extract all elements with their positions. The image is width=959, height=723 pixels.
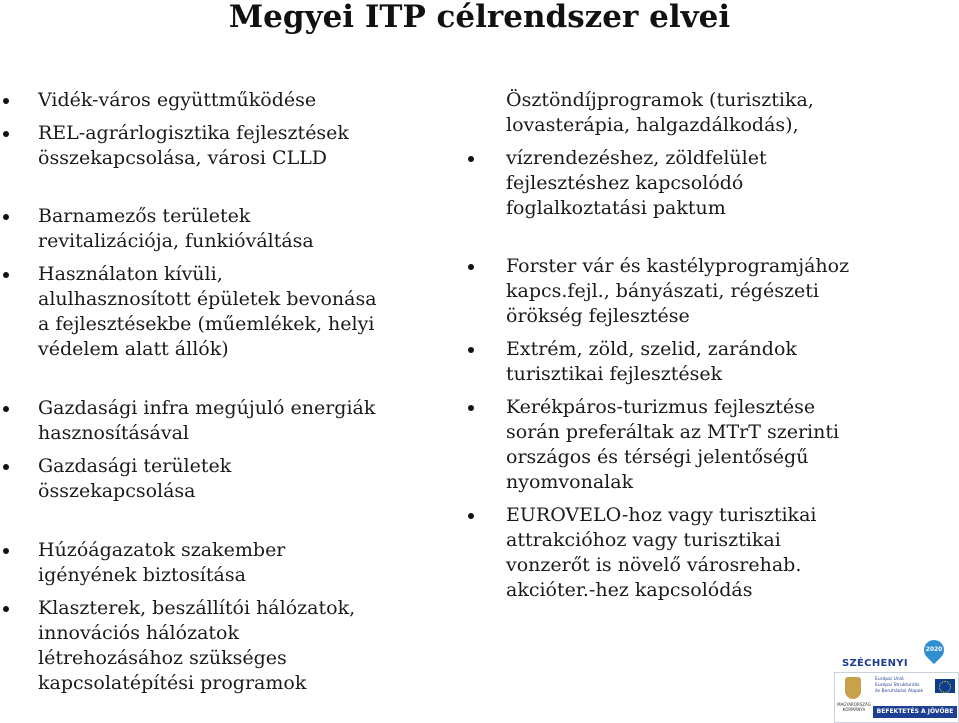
bullet-icon xyxy=(468,405,474,411)
list-item-line: akcióter.-hez kapcsolódás xyxy=(506,579,753,601)
list-item-line: Gazdasági infra megújuló energiák xyxy=(38,397,376,419)
list-item-line: igényének biztosítása xyxy=(38,564,246,586)
eu-funding-card xyxy=(834,672,959,723)
list-item-line: kapcs.fejl., bányászati, régészeti xyxy=(506,280,819,302)
list-item-line: Ösztöndíjprogramok (turisztika, xyxy=(506,89,814,111)
list-item-line: foglalkoztatási paktum xyxy=(506,197,726,219)
bullet-icon xyxy=(3,214,9,220)
investing-in-future-strip: BEFEKTETÉS A JÖVŐBE xyxy=(873,706,957,718)
eu-funds-line: Európai Unió xyxy=(875,677,904,682)
list-item-line: Gazdasági területek xyxy=(38,455,232,477)
list-item xyxy=(0,538,450,588)
list-item-line: Forster vár és kastélyprogramjához xyxy=(506,255,850,277)
list-item-line: attrakcióhoz vagy turisztikai xyxy=(506,529,781,551)
eu-funds-line: és Beruházási Alapok xyxy=(875,689,924,694)
list-item-line: alulhasznosított épületek bevonása xyxy=(38,288,377,310)
bullet-icon xyxy=(3,98,9,104)
list-item xyxy=(0,121,450,171)
list-item-line: vonzerőt is növelő városrehab. xyxy=(506,554,802,576)
list-item-line: Használaton kívüli, xyxy=(38,263,223,285)
bullet-icon xyxy=(468,513,474,519)
list-item-line: védelem alatt állók) xyxy=(38,338,229,360)
list-item-line: kapcsolatépítési programok xyxy=(38,672,307,694)
list-item-line: hasznosításával xyxy=(38,422,190,444)
list-item-line: összekapcsolása, városi CLLD xyxy=(38,147,328,169)
list-item-line: létrehozásához szükséges xyxy=(38,647,287,669)
list-item-line: fejlesztéshez kapcsolódó xyxy=(506,172,744,194)
bullet-icon xyxy=(3,464,9,470)
list-item-line: EUROVELO-hoz vagy turisztikai xyxy=(506,504,817,526)
list-item xyxy=(460,337,950,387)
list-item xyxy=(0,262,450,362)
bullet-icon xyxy=(468,156,474,162)
szechenyi-wordmark: SZÉCHENYI xyxy=(842,658,908,669)
list-item-line: során preferáltak az MTrT szerinti xyxy=(506,421,840,443)
list-item-line: lovasterápia, halgazdálkodás), xyxy=(506,114,799,136)
list-item-line: innovációs hálózatok xyxy=(38,622,240,644)
list-item xyxy=(0,596,450,696)
list-item xyxy=(0,204,450,254)
bullet-icon xyxy=(3,131,9,137)
right-column xyxy=(460,88,950,603)
list-item-line: REL-agrárlogisztika fejlesztések xyxy=(38,122,349,144)
list-item-line: összekapcsolása xyxy=(38,480,196,502)
bullet-icon xyxy=(468,347,474,353)
szechenyi-2020-logo xyxy=(834,636,959,723)
eu-flag-icon xyxy=(935,679,955,693)
list-item xyxy=(460,395,950,495)
left-column xyxy=(0,88,450,696)
right-bullet-list xyxy=(460,88,950,603)
list-item-line: Kerékpáros-turizmus fejlesztése xyxy=(506,396,816,418)
list-item-line: vízrendezéshez, zöldfelület xyxy=(506,147,767,169)
list-item-line: örökség fejlesztése xyxy=(506,305,690,327)
list-item-line: a fejlesztésekbe (műemlékek, helyi xyxy=(38,313,375,335)
list-item xyxy=(460,503,950,603)
eu-funds-text xyxy=(875,677,933,695)
list-item xyxy=(0,396,450,446)
list-item-line: Húzóágazatok szakember xyxy=(38,539,286,561)
logo-year: 2020 xyxy=(925,646,943,653)
eu-funds-line: Európai Strukturális xyxy=(875,683,920,688)
list-item-line: Barnamezős területek xyxy=(38,205,251,227)
bullet-icon xyxy=(3,548,9,554)
list-item xyxy=(460,88,950,138)
list-item-line: országos és térségi jelentőségű xyxy=(506,446,809,468)
list-item xyxy=(460,254,950,329)
list-item-line: Klaszterek, beszállítói hálózatok, xyxy=(38,597,356,619)
bullet-icon xyxy=(468,264,474,270)
list-item-line: turisztikai fejlesztések xyxy=(506,363,723,385)
list-item-line: Vidék-város együttműködése xyxy=(38,89,317,111)
list-item xyxy=(0,454,450,504)
bullet-icon xyxy=(3,272,9,278)
list-item xyxy=(0,88,450,113)
hungarian-government-label: MAGYARORSZÁG KORMÁNYA xyxy=(837,702,871,712)
list-item xyxy=(460,146,950,221)
list-item-line: Extrém, zöld, szelid, zarándok xyxy=(506,338,797,360)
bullet-icon xyxy=(3,606,9,612)
bullet-icon xyxy=(3,406,9,412)
list-item-line: revitalizációja, funkióváltása xyxy=(38,230,314,252)
page-title: Megyei ITP célrendszer elvei xyxy=(228,0,731,35)
left-bullet-list xyxy=(0,88,450,696)
hungarian-coat-of-arms-icon xyxy=(845,677,861,699)
list-item-line: nyomvonalak xyxy=(506,471,634,493)
